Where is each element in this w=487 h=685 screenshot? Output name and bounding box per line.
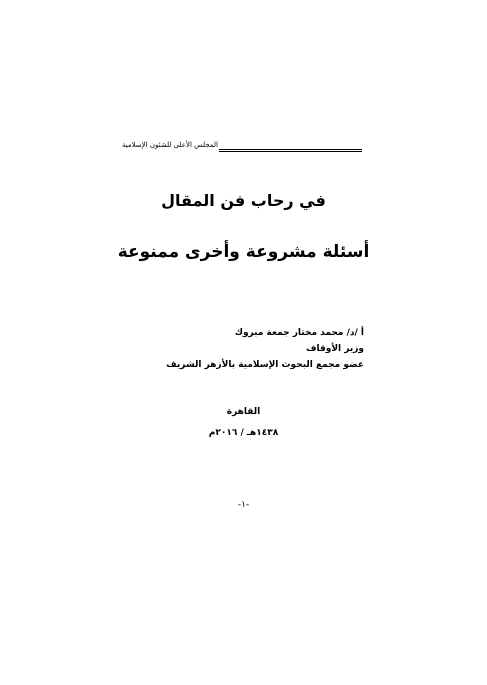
publication-place: القاهرة <box>226 407 261 417</box>
author-membership: عضو مجمع البحوث الإسلامية بالأزهر الشريف <box>166 360 364 370</box>
page-number: -١- <box>237 500 250 510</box>
author-role: وزير الأوقاف <box>306 344 364 354</box>
header-rule <box>219 149 362 150</box>
institution-name: المجلس الأعلى للشئون الإسلامية <box>122 141 218 149</box>
publication-date: ١٤٣٨هـ / ٢٠١٦م <box>208 428 279 438</box>
author-name: أ /د/ محمد مختار جمعة مبروك <box>234 328 364 338</box>
book-title: في رحاب فن المقال <box>161 191 326 210</box>
author-block <box>124 325 364 373</box>
page-header <box>122 139 362 153</box>
book-subtitle: أسئلة مشروعة وأخرى ممنوعة <box>117 242 370 262</box>
